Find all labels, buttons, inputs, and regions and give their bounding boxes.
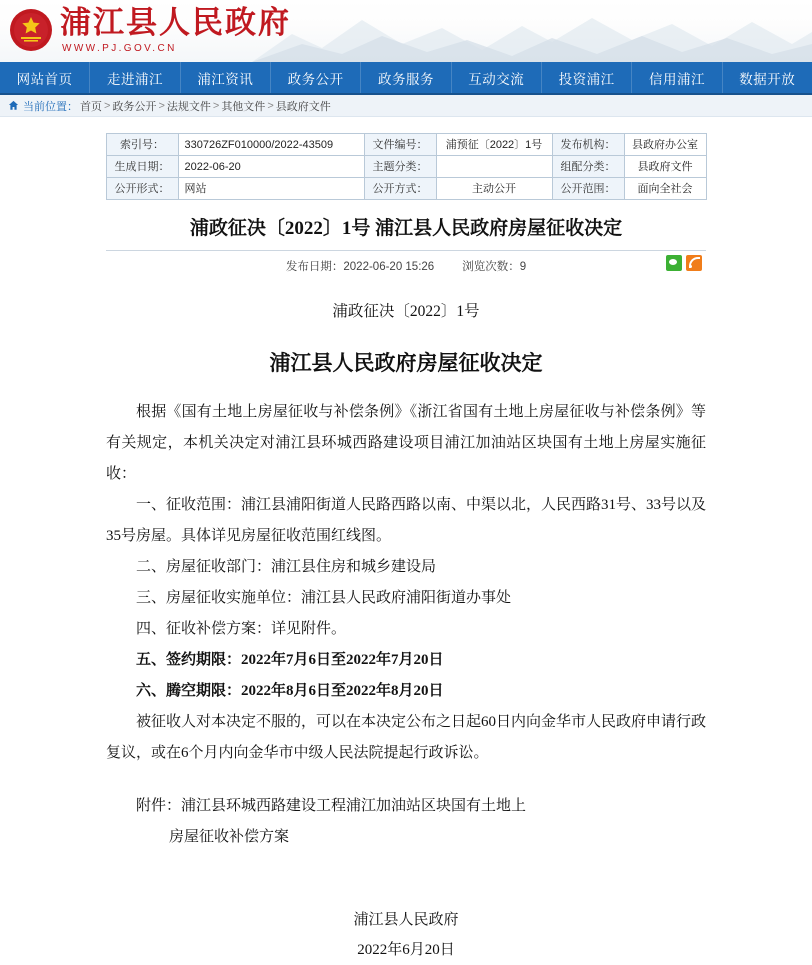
meta-value-groupcategory: 县政府文件: [624, 156, 706, 178]
meta-value-createdate: 2022-06-20: [178, 156, 364, 178]
nav-item-home[interactable]: 网站首页: [0, 62, 90, 93]
breadcrumb-separator: >: [104, 99, 111, 112]
national-emblem-icon: [8, 7, 54, 53]
views-count: 9: [519, 261, 527, 273]
document-paragraph-6: 六、腾空期限：2022年8月6日至2022年8月20日: [136, 683, 444, 699]
nav-item-data[interactable]: 数据开放: [739, 71, 796, 87]
meta-value-docnumber: 浦预征〔2022〕1号: [436, 134, 552, 156]
site-banner: [0, 0, 812, 62]
meta-value-publisher: 县政府办公室: [624, 134, 706, 156]
meta-value-openform: 网站: [178, 178, 364, 200]
meta-value-index: 330726ZF010000/2022-43509: [178, 134, 364, 156]
nav-item-news[interactable]: 浦江资讯: [181, 62, 271, 93]
table-row: [106, 178, 706, 200]
meta-label-openscope: 公开范围：: [552, 178, 624, 200]
nav-item-invest[interactable]: 投资浦江: [542, 62, 632, 93]
site-domain: WWW.PJ.GOV.CN: [62, 43, 177, 54]
breadcrumb: [0, 95, 812, 117]
document-number: 浦政征决〔2022〕1号: [332, 303, 480, 320]
nav-item-about[interactable]: 走进浦江: [90, 62, 180, 93]
spacer: [106, 769, 706, 785]
table-row: [106, 156, 706, 178]
breadcrumb-separator: >: [267, 99, 274, 112]
publish-date-group: [286, 258, 434, 274]
meta-label-topiccategory: 主题分类：: [364, 156, 436, 178]
breadcrumb-item-1[interactable]: 政务公开: [112, 100, 157, 113]
home-icon: [8, 100, 19, 111]
meta-value-topiccategory: [436, 156, 552, 178]
signature-date: 2022年6月20日: [357, 942, 455, 958]
meta-label-openmethod: 公开方式：: [364, 178, 436, 200]
document-paragraph-3: 三、房屋征收实施单位：浦江县人民政府浦阳街道办事处: [136, 590, 512, 606]
meta-label-publisher: 发布机构：: [552, 134, 624, 156]
share-icons: [666, 255, 702, 271]
document-paragraph-0: 根据《国有土地上房屋征收与补偿条例》《浙江省国有土地上房屋征收与补偿条例》等有关规定，本机关决定对浦江县环城西路建设项目浦江加油站区块国有土地上房屋实施征收：: [106, 404, 706, 482]
wechat-share-icon[interactable]: [666, 255, 682, 271]
nav-item-open[interactable]: 政务公开: [271, 62, 361, 93]
mountain-decoration-icon: [252, 0, 812, 62]
table-row: [106, 134, 706, 156]
document-paragraph-1: 一、征收范围：浦江县浦阳街道人民路西路以南、中渠以北，人民西路31号、33号以及35号房屋。具体详见房屋征收范围红线图。: [106, 497, 707, 544]
breadcrumb-separator: >: [158, 99, 165, 112]
signature-organization: 浦江县人民政府: [353, 912, 459, 928]
meta-label-createdate: 生成日期：: [106, 156, 178, 178]
breadcrumb-item-4[interactable]: 县政府文件: [275, 100, 331, 113]
page-content: [0, 117, 812, 965]
document-body: [106, 278, 706, 965]
breadcrumb-item-3[interactable]: 其他文件: [221, 100, 266, 113]
nav-item-credit[interactable]: 信用浦江: [632, 62, 722, 93]
document-meta-table: [106, 133, 707, 200]
publish-date-label: 发布日期：: [285, 261, 344, 273]
breadcrumb-separator: >: [212, 99, 220, 112]
meta-label-groupcategory: 组配分类：: [552, 156, 624, 178]
document-paragraph-4: 四、征收补偿方案：详见附件。: [136, 621, 347, 637]
site-title-block: [60, 4, 291, 54]
views-group: [462, 258, 526, 274]
breadcrumb-item-0[interactable]: 首页: [80, 100, 102, 113]
document-subbar: [106, 251, 706, 278]
site-title: 浦江县人民政府: [60, 5, 291, 40]
rss-icon[interactable]: [686, 255, 702, 271]
document-heading: 浦江县人民政府房屋征收决定: [269, 351, 543, 375]
nav-item-interact[interactable]: 互动交流: [452, 62, 542, 93]
document-title-block: [106, 214, 706, 278]
breadcrumb-label: 当前位置：: [23, 100, 78, 113]
document-paragraph-7: 被征收人对本决定不服的，可以在本决定公布之日起60日内向金华市人民政府申请行政复议，或在6个月内向金华市中级人民法院提起行政诉讼。: [106, 714, 707, 761]
meta-value-openmethod: 主动公开: [436, 178, 552, 200]
page-title: 浦政征决〔2022〕1号 浦江县人民政府房屋征收决定: [106, 214, 706, 251]
breadcrumb-item-2[interactable]: 法规文件: [166, 100, 211, 113]
meta-label-docnumber: 文件编号：: [364, 134, 436, 156]
document-signature: [106, 905, 706, 965]
attachment-line-1: 附件：浦江县环城西路建设工程浦江加油站区块国有土地上: [136, 798, 527, 814]
document-paragraph-2: 二、房屋征收部门：浦江县住房和城乡建设局: [136, 559, 437, 575]
publish-date-value: 2022-06-20 15:26: [343, 261, 435, 273]
meta-label-openform: 公开形式：: [106, 178, 178, 200]
nav-item-service[interactable]: 政务服务: [361, 62, 451, 93]
attachment-line-2: 房屋征收补偿方案: [169, 829, 290, 845]
document-paragraph-5: 五、签约期限：2022年7月6日至2022年7月20日: [136, 652, 444, 668]
document-attachment: [106, 791, 706, 853]
document-meta-table-wrapper: [0, 133, 812, 200]
views-label: 浏览次数：: [462, 261, 520, 273]
main-navigation: [0, 62, 812, 95]
meta-label-index: 索引号：: [106, 134, 178, 156]
meta-value-openscope: 面向全社会: [624, 178, 706, 200]
